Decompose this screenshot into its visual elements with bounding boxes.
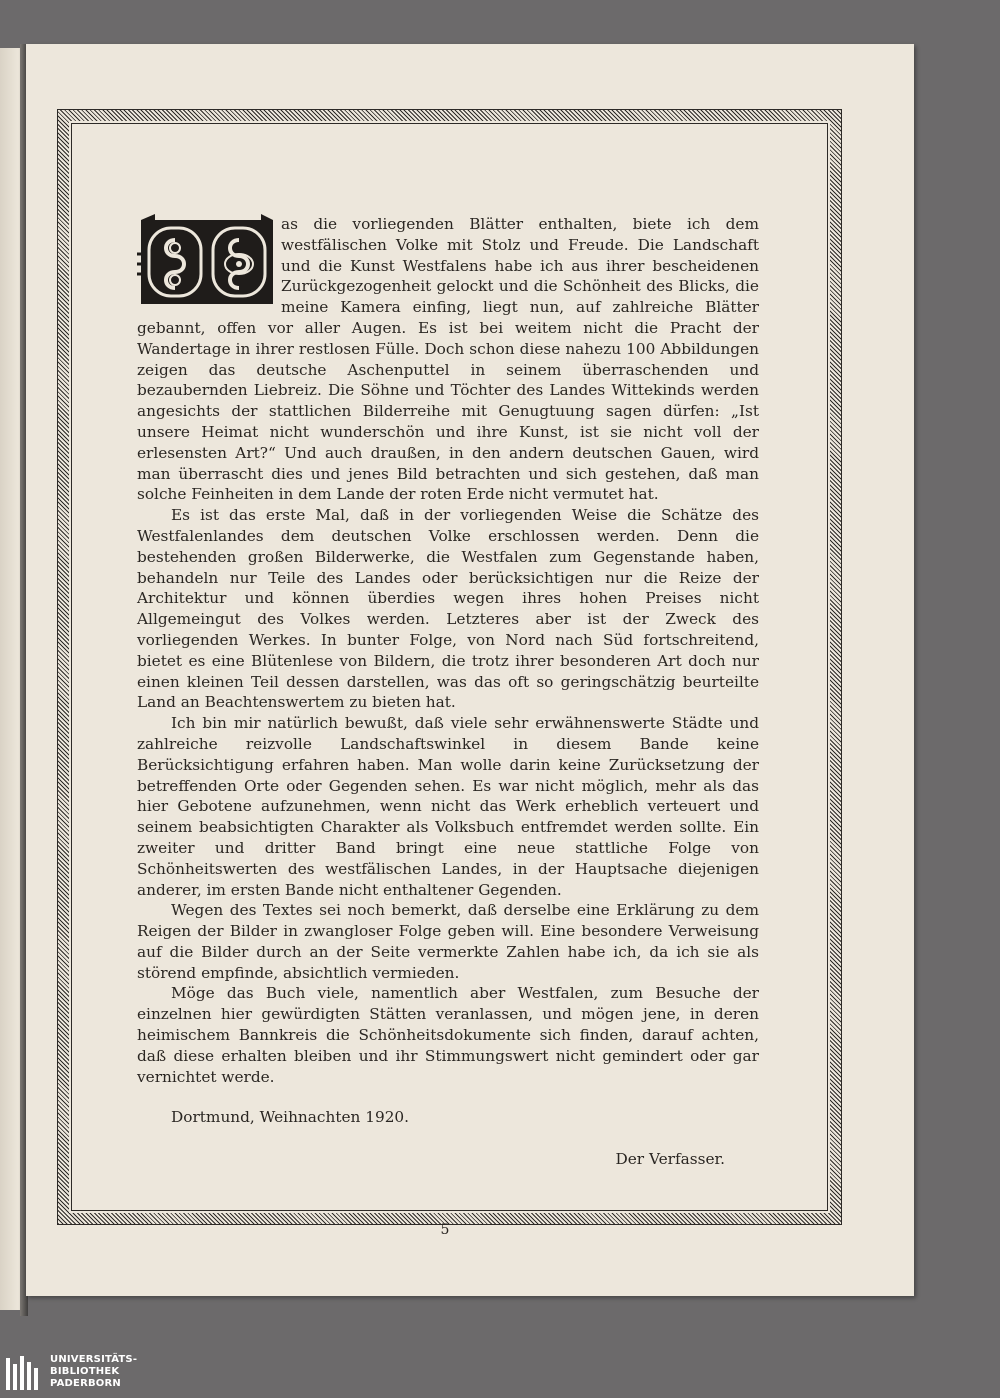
logo-line-3: PADERBORN (50, 1378, 121, 1389)
library-emblem-icon (4, 1352, 44, 1392)
page-number: 5 (440, 1222, 450, 1238)
logo-line-2: BIBLIOTHEK (50, 1366, 120, 1377)
drop-cap-w (137, 214, 277, 308)
author-signature: Der Verfasser. (615, 1150, 725, 1169)
paragraph: Möge das Buch viele, namentlich aber Westfalen, zum Besuche der einzelnen hier gewürdigten Stätten veranlassen, und mögen jene, in deren heimischem Bannkreis die Schönheitsdokumente sich finden, darauf achten, daß diese erhalten bleiben und ihr Stimmungswert nicht gemindert oder gar vernichtet werde. (137, 984, 759, 1086)
place-and-date: Dortmund, Weihnachten 1920. (171, 1108, 410, 1127)
logo-line-1: UNIVERSITÄTS- (50, 1354, 138, 1365)
library-logo (0, 1348, 160, 1396)
paragraph: Wegen des Textes sei noch bemerkt, daß derselbe eine Erklärung zu dem Reigen der Bilder in zwangloser Folge geben will. Eine besondere Verweisung auf die Bilder durch an der Seite vermerkte Zahlen habe ich, da ich sie als störend empfinde, absichtlich vermieden. (137, 901, 759, 982)
paragraph: Es ist das erste Mal, daß in der vorliegenden Weise die Schätze des Westfalenlandes dem deutschen Volke erschlossen werden. Denn die bestehenden großen Bilderwerke, die Westfalen zum Gegenstande haben, behandeln nur Teile des Landes oder berücksichtigen nur die Reize der Architektur und können überdies wegen ihres hohen Preises nicht Allgemeingut des Volkes werden. Letzteres aber ist der Zweck des vorliegenden Werkes. In bunter Folge, von Nord nach Süd fortschreitend, bietet es eine Blütenlese von Bildern, die trotz ihrer besonderen Art doch nur einen kleinen Teil dessen darstellen, was das oft so geringschätzig beurteilte Land an Beachtenswertem zu bieten hat. (137, 506, 759, 712)
preface-text (137, 214, 759, 1170)
paragraph: as die vorliegenden Blätter enthalten, biete ich dem westfälischen Volke mit Stolz und Freude. Die Landschaft und die Kunst Westfalens habe ich aus ihrer bescheidenen Zurückgezogenheit gelockt und die Schönheit des Blicks, die meine Kamera einfing, liegt nun, auf zahlreiche Blätter gebannt, offen vor aller Augen. Es ist bei weitem nicht die Pracht der Wandertage in ihrer restlosen Fülle. Doch schon diese nahezu 100 Abbildungen zeigen das deutsche Aschenputtel in seinem überraschenden und bezaubernden Liebreiz. Die Söhne und Töchter des Landes Wittekinds werden angesichts der stattlichen Bilderreihe mit Genugtuung sagen dürfen: „Ist unsere Heimat nicht wunderschön und ihre Kunst, ist sie nicht voll der erlesensten Art?“ Und auch draußen, in den andern deutschen Gauen, wird man überrascht dies und jenes Bild betrachten und sich gestehen, daß man solche Feinheiten in dem Lande der roten Erde nicht vermutet hat. (137, 215, 759, 504)
paragraph: Ich bin mir natürlich bewußt, daß viele sehr erwähnenswerte Städte und zahlreiche reizvolle Landschaftswinkel in diesem Bande keine Berücksichtigung erfahren haben. Man wolle darin keine Zurücksetzung der betreffenden Orte oder Gegenden sehen. Es war nicht möglich, mehr als das hier Gebotene aufzunehmen, wenn nicht das Werk erheblich verteuert und seinem beabsichtigten Charakter als Volksbuch entfremdet werden sollte. Ein zweiter und dritter Band bringt eine neue stattliche Folge von Schönheitswerten des westfälischen Landes, in der Hauptsache diejenigen anderer, im ersten Bande nicht enthaltener Gegenden. (137, 714, 759, 899)
